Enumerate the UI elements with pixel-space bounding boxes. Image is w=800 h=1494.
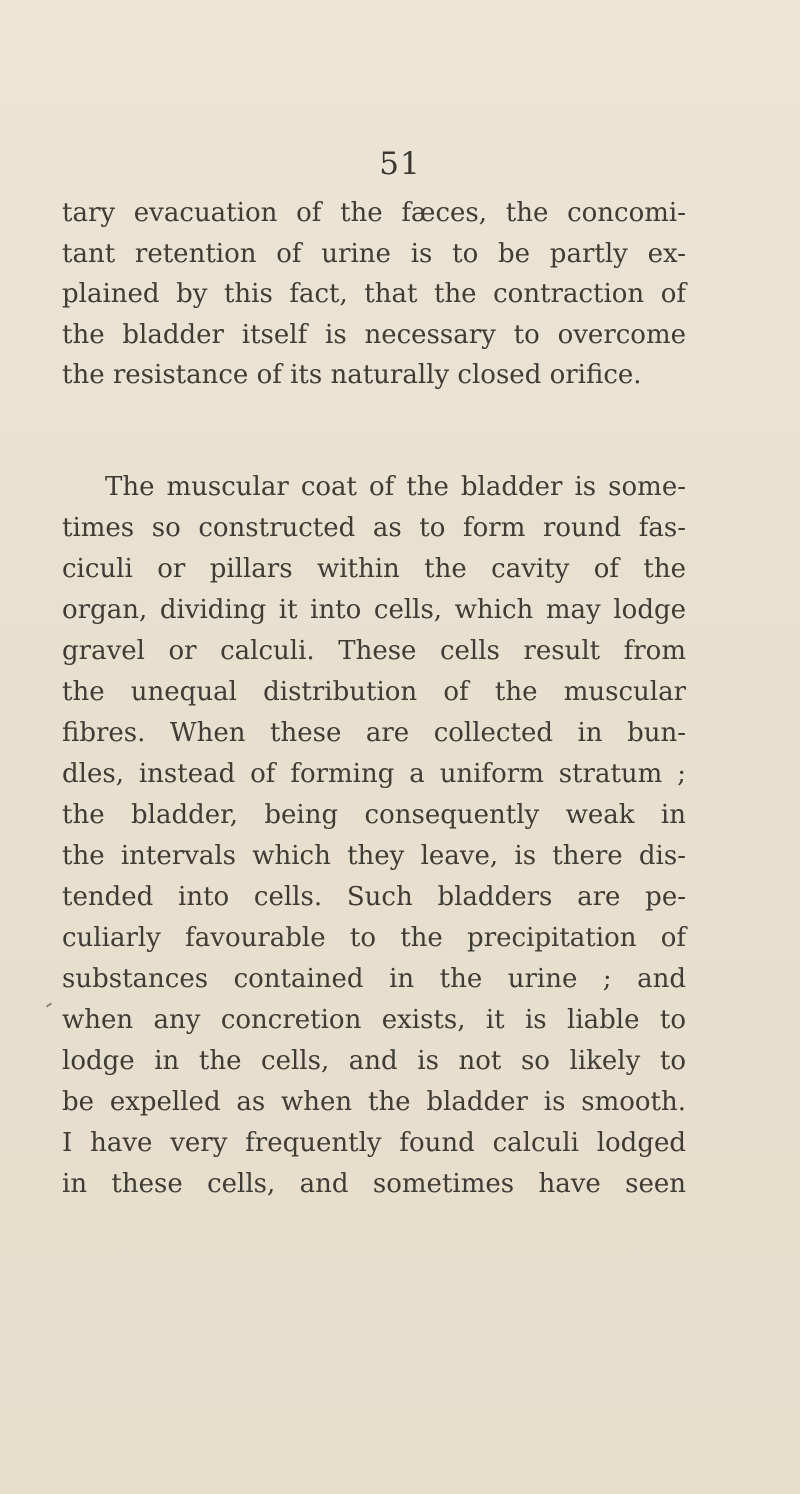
text-line: tended into cells. Such bladders are pe- xyxy=(62,882,686,912)
text-line: dles, instead of forming a uniform stratum ; xyxy=(62,759,686,789)
text-line: fibres. When these are collected in bun- xyxy=(62,718,686,748)
text-line: the unequal distribution of the muscular xyxy=(62,677,686,707)
ink-mark xyxy=(46,1002,52,1007)
text-line: times so constructed as to form round fas- xyxy=(62,513,686,543)
text-line: when any concretion exists, it is liable to xyxy=(62,1005,686,1035)
text-line: culiarly favourable to the precipitation of xyxy=(62,923,686,953)
text-line: lodge in the cells, and is not so likely to xyxy=(62,1046,686,1076)
text-line: I have very frequently found calculi lodged xyxy=(62,1128,686,1158)
text-line: tant retention of urine is to be partly ex- xyxy=(62,239,686,269)
text-line: ciculi or pillars within the cavity of the xyxy=(62,554,686,584)
text-line: substances contained in the urine ; and xyxy=(62,964,686,994)
paragraph-muscular-coat xyxy=(62,470,686,1210)
paragraph-continuation xyxy=(62,196,686,396)
text-line: be expelled as when the bladder is smooth. xyxy=(62,1087,686,1117)
text-line: the bladder itself is necessary to overcome xyxy=(62,320,686,350)
text-line: tary evacuation of the fæces, the concomi- xyxy=(62,198,686,228)
text-line: the bladder, being consequently weak in xyxy=(62,800,686,830)
text-line: The muscular coat of the bladder is some- xyxy=(105,472,686,502)
text-line: gravel or calculi. These cells result from xyxy=(62,636,686,666)
text-line: plained by this fact, that the contraction of xyxy=(62,279,686,309)
page-number: 51 xyxy=(379,146,421,182)
text-line: the intervals which they leave, is there dis- xyxy=(62,841,686,871)
text-line: in these cells, and sometimes have seen xyxy=(62,1169,686,1199)
text-line: organ, dividing it into cells, which may lodge xyxy=(62,595,686,625)
text-line: the resistance of its naturally closed orifice. xyxy=(62,360,642,390)
